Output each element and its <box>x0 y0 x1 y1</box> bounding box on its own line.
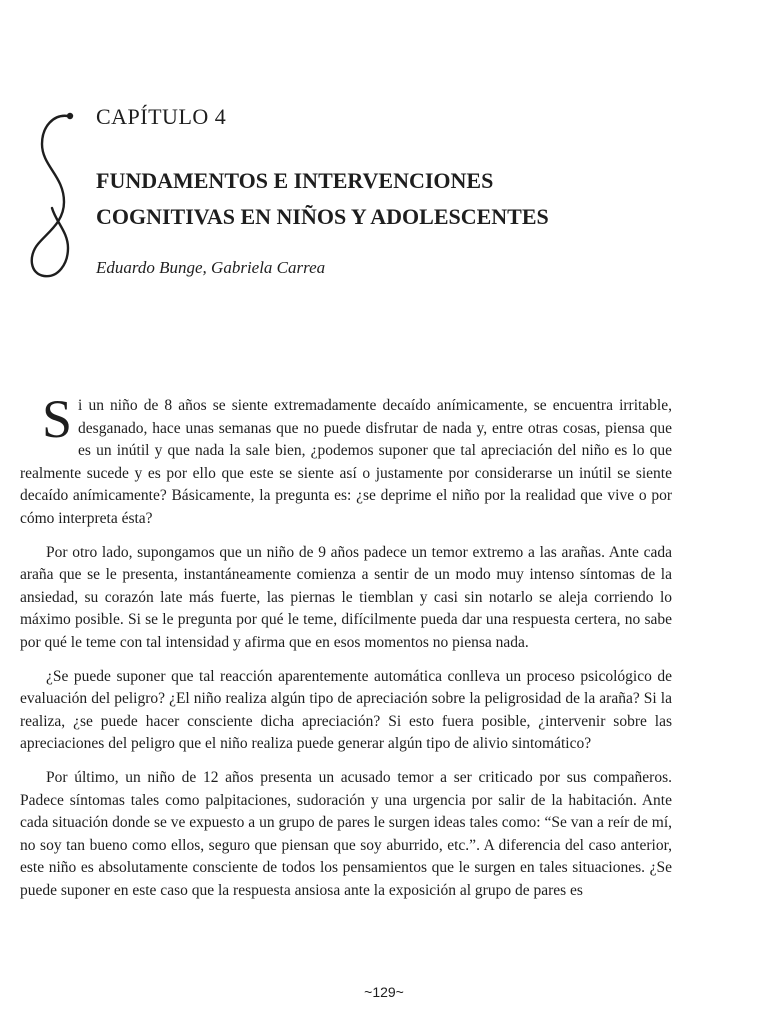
paragraph-2: Por otro lado, supongamos que un niño de 9 años padece un temor extremo a las arañas. Ante cada araña que se le presenta, instantáneamente comienza a sentir de un modo muy intenso síntomas de la ansiedad, su corazón late más fuerte, las piernas le tiemblan y casi sin notarlo se aleja corriendo lo máximo posible. Si se le pregunta por qué le teme, difícilmente pueda dar una respuesta certera, no sabe por qué le teme con tal intensidad y afirma que en esos momentos no piensa nada. <box>20 543 672 651</box>
chapter-authors: Eduardo Bunge, Gabriela Carrea <box>96 258 326 277</box>
chapter-ornament-icon <box>24 104 84 284</box>
paragraph-1-text: i un niño de 8 años se siente extremadamente decaído anímicamente, se encuentra irritable, desganado, hace unas semanas que no puede disfrutar de nada y, entre otras cosas, piensa que es un inútil y que nada la sale bien, ¿podemos suponer que tal apreciación del niño es lo que realmente sucede y es por ello que este se siente así o justamente por considerarse un inútil se siente decaído anímicamente? Básicamente, la pregunta es: ¿se deprime el niño por la realidad que vive o por cómo interpreta ésta? <box>20 397 672 527</box>
chapter-title-line2: COGNITIVAS EN NIÑOS Y ADOLESCENTES <box>96 204 549 229</box>
body-text <box>20 389 672 913</box>
page-number: ~129~ <box>364 984 404 1000</box>
paragraph-3: ¿Se puede suponer que tal reacción aparentemente automática conlleva un proceso psicológico de evaluación del peligro? ¿El niño realiza algún tipo de apreciación sobre la peligrosidad de la araña? Si la realiza, ¿se puede hacer consciente dicha apreciación? Si esto fuera posible, ¿intervenir sobre las apreciaciones del peligro que el niño realiza puede generar algún tipo de alivio sintomático? <box>20 667 672 753</box>
paragraph-4: Por último, un niño de 12 años presenta un acusado temor a ser criticado por sus compañeros. Padece síntomas tales como palpitaciones, sudoración y una urgencia por salir de la habitación. Ante cada situación donde se ve expuesto a un grupo de pares le surgen ideas tales como: “Se van a reír de mí, no soy tan bueno como ellos, seguro que piensan que soy aburrido, etc.”. A diferencia del caso anterior, este niño es absolutamente consciente de todos los pensamientos que le surgen en tales situaciones. ¿Se puede suponer en este caso que la respuesta ansiosa ante la exposición al grupo de pares es <box>20 768 672 899</box>
drop-cap: S <box>42 389 73 449</box>
chapter-label: CAPÍTULO 4 <box>96 104 227 129</box>
paragraph-1 <box>20 389 672 531</box>
chapter-title-line1: FUNDAMENTOS E INTERVENCIONES <box>96 168 494 193</box>
chapter-title <box>96 163 716 235</box>
